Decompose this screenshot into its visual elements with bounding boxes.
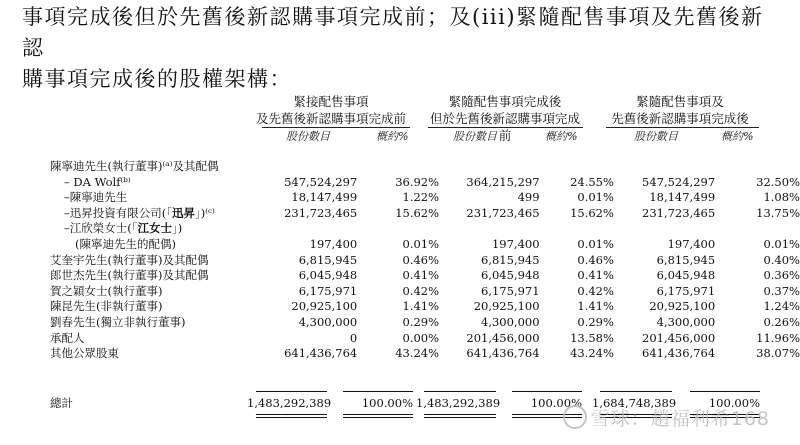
percent-cell: 36.92%	[395, 174, 440, 189]
snowball-logo-icon	[563, 405, 587, 429]
total-label: 總計	[50, 396, 73, 410]
shareholding-table	[50, 159, 800, 362]
shares-cell	[439, 159, 540, 175]
shares-cell: 6,175,971	[656, 283, 716, 298]
percent-cell: 0.36%	[763, 268, 800, 283]
shares-cell: 4,300,000	[481, 314, 540, 329]
percent-cell: 0.42%	[577, 283, 614, 298]
percent-cell: 1.41%	[577, 299, 614, 314]
shares-cell: 641,436,764	[466, 346, 540, 361]
shares-cell: 231,723,465	[642, 205, 716, 220]
shares-label-3: 股份數目	[634, 130, 678, 143]
shares-cell: 20,925,100	[473, 299, 540, 314]
table-row	[50, 268, 800, 284]
percent-cell: 0.01%	[577, 190, 614, 205]
shares-cell: 641,436,764	[642, 346, 716, 361]
shareholder-name: –迅昇投資有限公司(「迅昇」)⁽ᶜ⁾	[64, 205, 215, 220]
percent-cell: 0.01%	[402, 236, 440, 251]
heading-line-1: 事項完成後但於先舊後新認購事項完成前；及(iii)緊隨配售事項及先舊後新認	[22, 5, 764, 60]
shares-cell: 641,436,764	[284, 346, 358, 361]
watermark: 雪球：趙福利希168	[563, 404, 770, 431]
shares-cell	[614, 159, 715, 175]
column-group-1: 緊接配售事項 及先舊後新認購事項完成前	[255, 94, 406, 126]
shares-cell	[234, 159, 357, 175]
percent-cell	[357, 159, 439, 175]
shareholder-name: –陳寧迪先生	[64, 190, 128, 205]
table-row	[50, 299, 800, 315]
table-row	[50, 206, 800, 222]
table-row	[50, 159, 800, 175]
table-row	[50, 284, 800, 300]
table-row	[50, 253, 800, 269]
shares-cell: 4,300,000	[298, 314, 358, 329]
column-group-3: 緊隨配售事項及 先舊後新認購事項完成後	[611, 94, 749, 126]
percent-cell: 0.41%	[577, 268, 614, 283]
shares-cell: 20,925,100	[291, 299, 358, 314]
shares-cell: 4,300,000	[656, 314, 716, 329]
percent-cell: 15.62%	[570, 205, 614, 220]
percent-cell	[540, 221, 614, 237]
shares-cell: 6,175,971	[298, 283, 358, 298]
shares-label-2: 股份數目	[453, 130, 497, 143]
total-shares-1: 1,483,292,389	[247, 396, 332, 410]
total-pct-2: 100.00%	[530, 396, 582, 410]
percent-cell: 0.26%	[763, 314, 800, 329]
percent-cell: 11.96%	[756, 330, 800, 345]
percent-cell: 0.29%	[402, 314, 440, 329]
shares-cell: 364,215,297	[466, 174, 540, 189]
percent-cell: 1.41%	[402, 299, 440, 314]
shares-cell: 6,045,948	[298, 268, 358, 283]
shareholder-name: 郎世杰先生(執行董事)及其配偶	[50, 268, 209, 283]
column-group-2: 緊隨配售事項完成後 但於先舊後新認購事項完成前	[429, 94, 580, 143]
percent-cell: 1.24%	[763, 299, 800, 314]
percent-cell: 15.62%	[395, 205, 440, 220]
percent-cell	[715, 159, 800, 175]
shares-cell: 6,815,945	[481, 252, 540, 267]
shares-label-1: 股份數目	[286, 130, 330, 143]
shareholder-name: 賀之穎女士(執行董事)	[50, 283, 163, 298]
shares-cell: 201,456,000	[642, 330, 716, 345]
percent-cell: 32.50%	[756, 174, 800, 189]
table-row	[50, 237, 800, 253]
percent-cell: 13.58%	[570, 330, 614, 345]
percent-cell: 0.01%	[577, 236, 614, 251]
heading-line-2: 購事項完成後的股權架構：	[22, 67, 292, 91]
shares-cell: 499	[517, 190, 540, 205]
total-shares-2: 1,483,292,389	[416, 396, 501, 410]
total-pct-1: 100.00%	[361, 396, 413, 410]
shares-cell: 6,045,948	[656, 268, 716, 283]
shares-cell: 201,456,000	[466, 330, 540, 345]
shares-cell	[439, 221, 540, 237]
pct-label-3: 概約%	[721, 130, 754, 143]
shares-cell: 0	[349, 330, 358, 345]
shares-cell: 547,524,297	[642, 174, 716, 189]
shares-cell: 6,815,945	[656, 252, 716, 267]
shareholder-name: 劉春先生(獨立非執行董事)	[50, 314, 186, 329]
table-row	[50, 190, 800, 206]
shares-cell	[234, 221, 357, 237]
shareholder-name: (陳寧迪先生的配偶)	[75, 236, 176, 251]
percent-cell	[540, 159, 614, 175]
percent-cell: 43.24%	[395, 346, 440, 361]
total-shares-3: 1,684,748,389	[592, 396, 677, 410]
shareholder-name: 陳寧迪先生(執行董事)⁽ᵃ⁾及其配偶	[50, 159, 219, 173]
percent-cell: 13.75%	[756, 205, 800, 220]
percent-cell: 0.46%	[402, 252, 440, 267]
shares-cell: 6,045,948	[481, 268, 540, 283]
shares-cell: 20,925,100	[649, 299, 716, 314]
shares-cell: 18,147,499	[291, 190, 358, 205]
percent-cell: 24.55%	[570, 174, 614, 189]
shares-cell: 6,815,945	[298, 252, 358, 267]
shareholder-name: 承配人	[50, 330, 85, 345]
pct-label-2: 概約%	[545, 130, 578, 143]
shares-cell: 231,723,465	[284, 205, 358, 220]
table-row	[50, 315, 800, 331]
shareholder-name: 陳昆先生(非執行董事)	[50, 299, 163, 314]
percent-cell: 43.24%	[570, 346, 614, 361]
heading	[22, 2, 782, 95]
shares-cell: 197,400	[491, 236, 540, 251]
percent-cell: 1.08%	[763, 190, 800, 205]
table-row	[50, 221, 800, 237]
shareholder-name: 其他公眾股東	[50, 346, 119, 361]
table-row	[50, 331, 800, 347]
table-row	[50, 346, 800, 362]
shareholder-name: 艾奎宇先生(執行董事)及其配偶	[50, 252, 209, 267]
shares-cell: 6,175,971	[481, 283, 540, 298]
shares-cell: 18,147,499	[649, 190, 716, 205]
percent-cell: 1.22%	[402, 190, 440, 205]
total-pct-3: 100.00%	[708, 396, 760, 410]
percent-cell: 0.29%	[577, 314, 614, 329]
percent-cell: 0.37%	[763, 283, 800, 298]
percent-cell: 0.00%	[402, 330, 440, 345]
pct-label-1: 概約%	[376, 130, 409, 143]
percent-cell: 0.41%	[402, 268, 440, 283]
percent-cell: 0.01%	[763, 236, 800, 251]
table-row	[50, 175, 800, 191]
shares-cell: 197,400	[667, 236, 716, 251]
shares-cell: 547,524,297	[284, 174, 358, 189]
shares-cell: 197,400	[309, 236, 358, 251]
shareholder-name: – DA Wolf⁽ᵇ⁾	[64, 174, 131, 189]
shareholder-name: –江欣榮女士(「江女士」)	[64, 221, 183, 236]
percent-cell	[715, 221, 800, 237]
percent-cell: 0.46%	[577, 252, 614, 267]
percent-cell: 0.40%	[763, 252, 800, 267]
percent-cell: 0.42%	[402, 283, 440, 298]
shares-cell	[614, 221, 715, 237]
percent-cell: 38.07%	[756, 346, 800, 361]
shares-cell: 231,723,465	[466, 205, 540, 220]
percent-cell	[357, 221, 439, 237]
